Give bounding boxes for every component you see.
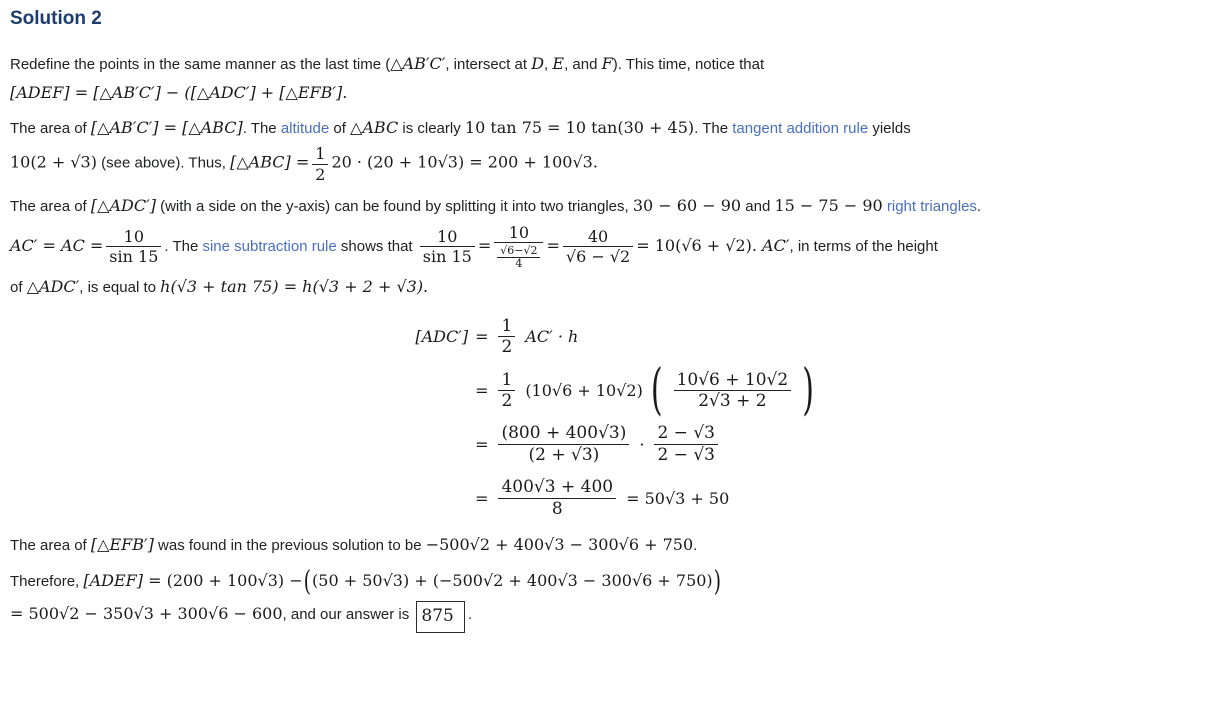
equation-row	[396, 358, 815, 423]
fraction-denominator: sin 15	[106, 246, 161, 266]
math-inline: h(√3 + tan 75) = h(√3 + 2 + √3).	[160, 277, 429, 297]
math-inline: (10√6 + 10√2)	[525, 381, 643, 400]
text-segment: The area of	[10, 536, 91, 554]
math-inline: △ADC′	[26, 277, 80, 297]
boxed-answer: 875	[416, 601, 464, 632]
text-segment: , and	[564, 56, 602, 73]
text-segment: shows that	[336, 237, 417, 255]
math-inline: 10(2 + √3)	[10, 153, 97, 173]
fraction-inner	[497, 245, 540, 271]
text-segment: (see above). Thus,	[96, 155, 231, 173]
text-segment: yields	[868, 119, 911, 137]
text-segment: , intersect at	[445, 56, 532, 73]
fraction-numerator: 10	[508, 222, 530, 242]
paragraph-line	[10, 144, 1201, 183]
text-segment: . The	[242, 119, 281, 137]
fraction-numerator: 10	[123, 227, 145, 247]
fraction-denominator: √6 − √2	[563, 246, 633, 266]
fraction-nested	[494, 223, 543, 271]
fraction	[106, 227, 161, 266]
math-inline: [△EFB′]	[90, 534, 154, 554]
link-altitude[interactable]: altitude	[280, 119, 330, 137]
fraction	[498, 423, 629, 465]
text-segment: .	[976, 197, 982, 215]
math-inline: = 500√2 − 350√3 + 300√6 − 600	[10, 604, 283, 624]
paragraph-line	[10, 601, 1201, 632]
big-right-paren: )	[802, 358, 814, 423]
paragraph-area-abc	[10, 116, 1201, 184]
fraction-denominator: 2√3 + 2	[674, 390, 792, 411]
fraction-denominator: (2 + √3)	[498, 444, 629, 465]
fraction-denominator: sin 15	[420, 246, 475, 266]
paragraph-line	[10, 116, 1201, 141]
text-segment: and	[741, 197, 775, 215]
solution-heading: Solution 2	[10, 8, 102, 29]
math-inline: =	[546, 235, 560, 255]
math-inline: [ADEF] = [△AB′C′] − ([△ADC′] + [△EFB′].	[10, 82, 348, 102]
fraction-denominator: 2	[498, 336, 515, 357]
text-segment: , in terms of the height	[789, 237, 938, 255]
text-segment: of	[329, 119, 351, 137]
fraction-numerator: 10	[437, 227, 458, 247]
math-inline: [△AB′C′] = [△ABC]	[90, 117, 243, 137]
text-segment: was found in the previous solution to be	[153, 536, 426, 554]
fraction	[498, 316, 515, 358]
fraction	[498, 477, 616, 519]
text-segment: , is equal to	[79, 279, 161, 297]
fraction-numerator: √6−√2	[500, 243, 538, 257]
math-inline: AC′	[756, 235, 790, 255]
fraction	[654, 423, 718, 465]
math-inline: [△ABC] =	[230, 153, 310, 173]
math-inline: 15 − 75 − 90	[774, 195, 883, 215]
fraction	[312, 144, 328, 183]
equation-row	[396, 423, 815, 465]
math-inline: AC′ = AC =	[10, 235, 104, 255]
multiplication-dot: ·	[639, 434, 645, 454]
fraction-numerator: 1	[501, 369, 513, 390]
paragraph-line	[10, 533, 1201, 558]
math-inline: = 50√3 + 50	[626, 488, 730, 508]
big-left-paren: (	[303, 565, 312, 598]
text-segment: The area of	[10, 197, 91, 215]
paragraph-line	[10, 194, 1201, 219]
paragraph-line	[10, 223, 1201, 271]
fraction-numerator: 40	[587, 227, 609, 247]
text-segment: The area of	[10, 119, 91, 137]
fraction	[563, 227, 633, 266]
math-inline: = 10(√6 + √2).	[636, 235, 757, 255]
big-right-paren: )	[713, 565, 722, 598]
math-inline: E	[552, 54, 565, 73]
link-sine-subtraction-rule[interactable]: sine subtraction rule	[202, 237, 337, 255]
big-left-paren: (	[650, 358, 663, 423]
text-segment: .	[693, 536, 698, 554]
fraction-denominator: 2 − √3	[654, 444, 718, 465]
link-right-triangles[interactable]: right triangles	[886, 197, 977, 215]
math-inline: [ADEF] =	[83, 570, 162, 590]
paragraph-redefine	[10, 52, 1201, 106]
paragraph-line	[10, 81, 1201, 106]
text-segment: Therefore,	[10, 572, 84, 590]
equals-sign: =	[475, 488, 489, 508]
fraction-denominator: 2	[312, 164, 328, 184]
paragraph-area-efb	[10, 533, 1201, 558]
equals-sign: =	[475, 327, 489, 347]
fraction-denominator: 4	[497, 257, 540, 271]
math-inline: F	[601, 54, 613, 73]
fraction-numerator: 1	[501, 315, 513, 336]
fraction-denominator: 8	[498, 498, 616, 519]
paragraph-line	[10, 565, 1201, 598]
equation-row	[396, 316, 815, 358]
math-inline: (200 + 100√3) −	[161, 570, 303, 590]
math-inline: △AB′C′	[390, 54, 446, 73]
math-inline: [△ADC′]	[90, 195, 156, 215]
fraction-numerator: 2 − √3	[657, 423, 715, 444]
text-segment: is clearly	[398, 119, 465, 137]
math-inline: D	[531, 54, 545, 73]
fraction-numerator: 10√6 + 10√2	[676, 369, 789, 390]
paragraph-area-adc	[10, 194, 1201, 300]
fraction	[674, 370, 792, 412]
text-segment: Redefine the points in the same manner as the last time (	[10, 56, 391, 73]
math-inline: 20 · (20 + 10√3) = 200 + 100√3.	[331, 153, 598, 173]
math-inline: 10 tan 75 = 10 tan(30 + 45)	[464, 117, 695, 137]
math-inline: AC′ · h	[525, 327, 579, 347]
math-inline: △ABC	[350, 117, 399, 137]
math-inline: =	[477, 235, 492, 255]
equals-sign: =	[475, 434, 489, 454]
equation-row	[396, 477, 815, 519]
text-segment: .	[467, 606, 473, 624]
fraction-numerator: 1	[315, 144, 326, 164]
paragraph-line	[10, 52, 1201, 77]
fraction-denominator	[494, 242, 543, 271]
fraction-denominator: 2	[498, 390, 515, 411]
link-tangent-addition-rule[interactable]: tangent addition rule	[732, 119, 869, 137]
math-inline: 30 − 60 − 90	[632, 195, 742, 215]
text-segment: . The	[694, 119, 733, 137]
fraction	[498, 370, 515, 412]
text-segment: of	[10, 279, 27, 297]
equation-block	[396, 316, 815, 519]
fraction-numerator: (800 + 400√3)	[501, 423, 627, 444]
math-inline: −500√2 + 400√3 − 300√6 + 750	[425, 534, 694, 554]
text-segment: , and our answer is	[282, 606, 414, 624]
equals-sign: =	[475, 381, 489, 400]
text-segment: (with a side on the y-axis) can be found by splitting it into two triangles,	[155, 197, 633, 215]
text-segment: . The	[164, 237, 203, 255]
text-segment: ,	[544, 56, 553, 73]
paragraph-line	[10, 275, 1201, 300]
text-segment: ). This time, notice that	[612, 56, 765, 73]
paragraph-conclusion	[10, 565, 1201, 633]
equation-lhs: [ADC′]	[415, 327, 469, 347]
math-inline: (50 + 50√3) + (−500√2 + 400√3 − 300√6 + 750)	[312, 570, 713, 590]
fraction-numerator: 400√3 + 400	[501, 477, 614, 498]
fraction	[420, 227, 475, 266]
